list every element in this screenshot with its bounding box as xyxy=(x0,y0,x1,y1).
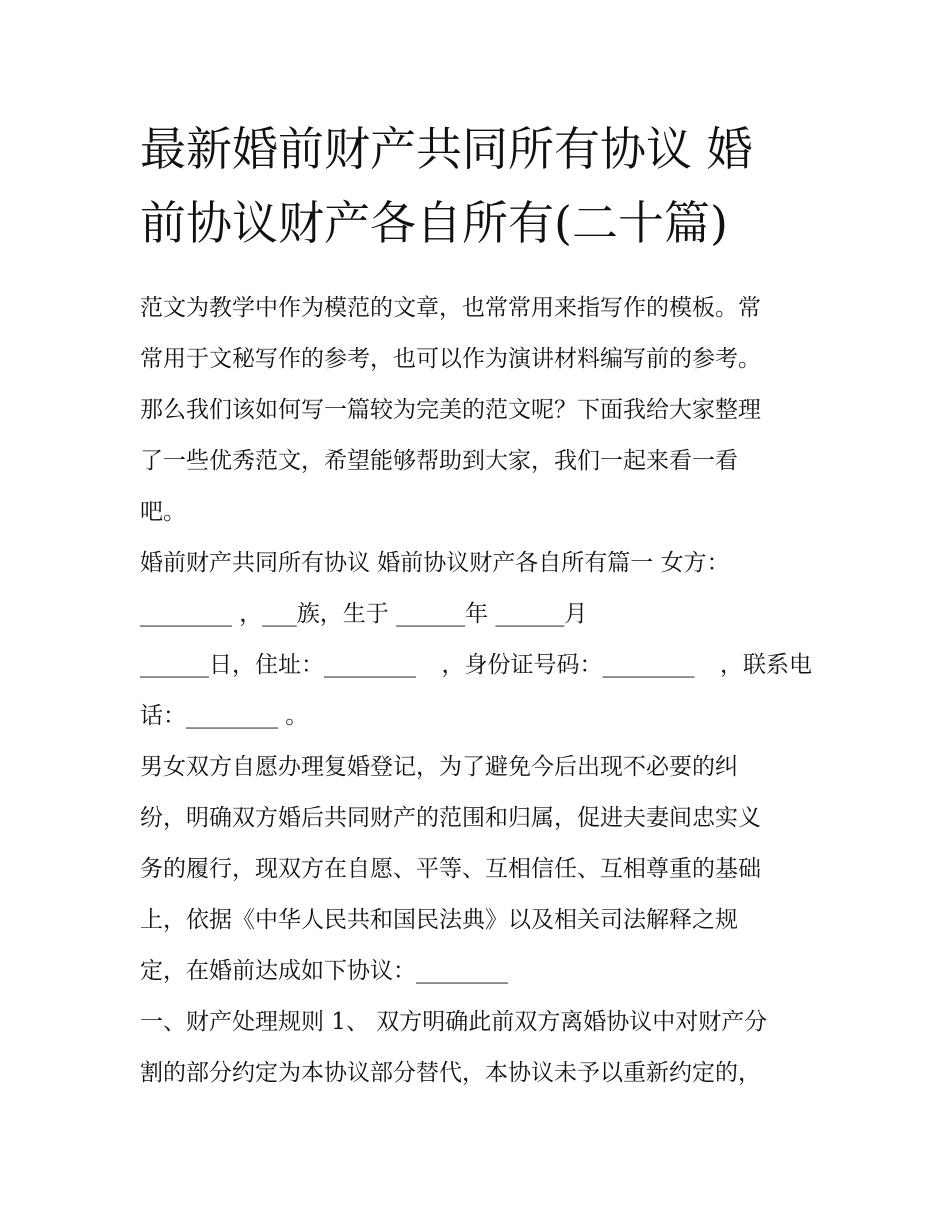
intro-paragraph xyxy=(140,283,812,538)
form-line xyxy=(140,640,812,691)
document-title xyxy=(140,112,830,260)
form-segment: ，联系电 xyxy=(720,652,812,678)
form-line: 话：________ 。 xyxy=(140,703,309,729)
text-line: 吧。 xyxy=(140,499,186,525)
party-info-form xyxy=(140,589,812,742)
text-line: 常用于文秘写作的参考，也可以作为演讲材料编写前的参考。 xyxy=(140,346,761,372)
text-line: 定，在婚前达成如下协议：________ xyxy=(140,958,508,984)
section-heading xyxy=(140,538,812,589)
form-segment: ______日，住址：________ xyxy=(140,652,416,678)
text-line: 了一些优秀范文，希望能够帮助到大家，我们一起来看一看 xyxy=(140,448,738,474)
text-line: 范文为教学中作为模范的文章，也常常用来指写作的模板。常 xyxy=(140,295,761,321)
text-line: 那么我们该如何写一篇较为完美的范文呢？下面我给大家整理 xyxy=(140,397,761,423)
text-line: 一、财产处理规则 1、 双方明确此前双方离婚协议中对财产分 xyxy=(140,1009,768,1035)
text-line: 男女双方自愿办理复婚登记，为了避免今后出现不必要的纠 xyxy=(140,754,738,780)
text-line: 纷，明确双方婚后共同财产的范围和归属，促进夫妻间忠实义 xyxy=(140,805,761,831)
form-line: ________ ，___族，生于 ______年 ______月 xyxy=(140,601,588,627)
text-line: 务的履行，现双方在自愿、平等、互相信任、互相尊重的基础 xyxy=(140,856,761,882)
title-line-2: 前协议财产各自所有(二十篇) xyxy=(140,196,728,250)
title-line-1: 最新婚前财产共同所有协议 婚 xyxy=(140,122,753,176)
text-line: 割的部分约定为本协议部分替代，本协议未予以重新约定的， xyxy=(140,1060,761,1086)
document-body xyxy=(140,283,812,1099)
agreement-paragraph xyxy=(140,742,812,997)
text-line: 上，依据《中华人民共和国民法典》以及相关司法解释之规 xyxy=(140,907,738,933)
property-rules-paragraph xyxy=(140,997,812,1099)
form-segment: ，身份证号码：________ xyxy=(441,652,695,678)
text-line: 婚前财产共同所有协议 婚前协议财产各自所有篇一 女方： xyxy=(140,550,730,576)
